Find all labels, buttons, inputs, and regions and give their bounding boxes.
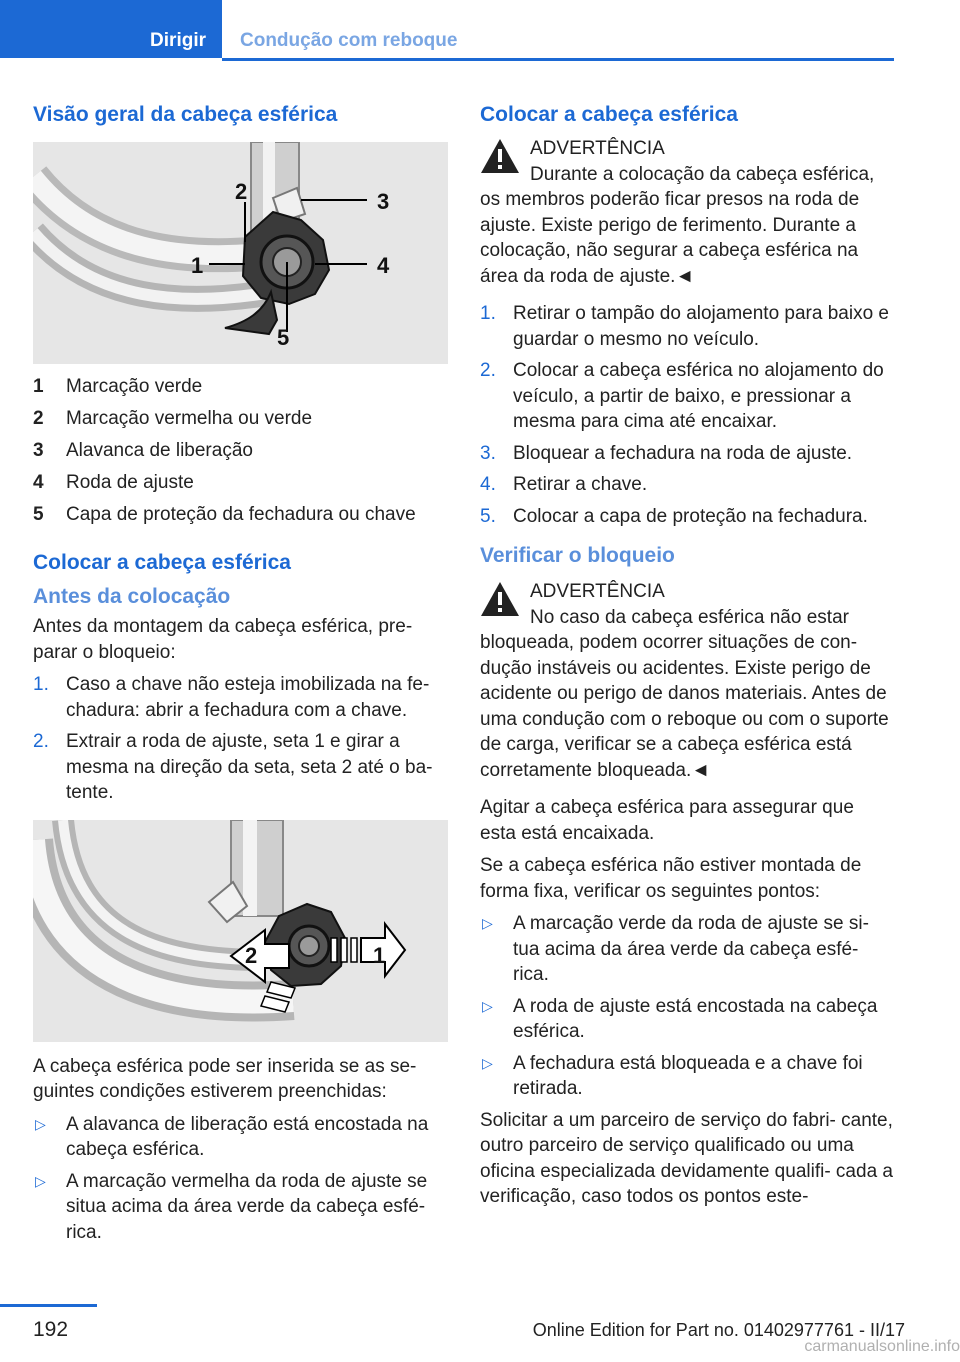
figure1-callout-3: 3 [377,189,390,214]
before-fitting-heading: Antes da colocação [33,585,231,608]
legend-number: 4 [33,472,44,493]
legend-text: Roda de ajuste [66,472,194,493]
ball-head-overview-figure [33,142,448,364]
list-item [480,1051,895,1102]
warning-first-line: Durante a colocação da cabeça esférica, [530,163,875,185]
legend-item [33,374,448,406]
list-item [480,911,895,988]
legend-item [33,502,448,534]
fitting-steps-list [480,301,895,529]
handwheel-arrows-figure [33,820,448,1042]
figure2-callout-2: 2 [245,942,258,968]
step-text: Colocar a capa de proteção na fechadura. [513,505,868,527]
warning-text: bloqueada, podem ocorrer situações de con‐ dução instáveis ou acidentes. Existe perigo de acidente ou perigo de danos materiais. Antes de uma condução com o reboque ou com o suporte de carga, verificar se a cabeça esférica está corretamente bloqueada.◄ [480,632,889,781]
conditions-intro-text: A cabeça esférica pode ser inserida se as se‐ guintes condições estiverem preenchidas: [33,1055,417,1102]
overview-heading: Visão geral da cabeça esférica [33,103,338,126]
step-text: Caso a chave não esteja imobilizada na fe‐ chadura: abrir a fechadura com a chave. [66,674,430,721]
warning-label: ADVERTÊNCIA [530,581,665,602]
section-tab[interactable]: Dirigir [0,0,222,58]
list-item [33,672,448,723]
list-item [480,994,895,1045]
handwheel-illustration [33,820,448,1042]
figure2-callout-1: 1 [373,942,386,968]
legend-item [33,438,448,470]
step-number: 2. [33,731,49,752]
fit-heading-left: Colocar a cabeça esférica [33,551,291,574]
bullet-triangle-icon: ▷ [482,1054,493,1071]
check-lock-heading: Verificar o bloqueio [480,544,675,567]
footer-rule [0,1304,97,1307]
bullet-triangle-icon: ▷ [35,1115,46,1132]
step-number: 1. [480,303,496,324]
check-point-text: A marcação verde da roda de ajuste se si‐ tua acima da área verde da cabeça esfé‐ rica. [513,913,869,985]
list-item [480,504,895,530]
before-intro-text: Antes da montagem da cabeça esférica, pre‐ parar o bloqueio: [33,616,413,663]
figure1-callout-5: 5 [277,325,290,350]
header-rule [222,58,894,61]
left-column [33,100,448,1251]
subsection-breadcrumb[interactable]: Condução com reboque [222,0,894,58]
step-number: 3. [480,442,496,464]
figure1-callout-4: 4 [377,253,390,278]
step-text: Retirar a chave. [513,474,648,495]
legend-text: Capa de proteção da fechadura ou chave [66,504,416,525]
page-number: 192 [33,1318,69,1341]
step-number: 1. [33,674,49,695]
before-steps-list [33,672,448,806]
warning-block-check [480,579,895,783]
not-fixed-text: Se a cabeça esférica não estiver montada de forma fixa, verificar os seguintes pontos: [480,855,862,902]
check-point-text: A fechadura está bloqueada e a chave foi retirada. [513,1052,863,1099]
legend-number: 3 [33,440,44,461]
warning-triangle-icon [480,138,520,174]
legend-text: Marcação verde [66,376,203,397]
step-number: 2. [480,360,496,381]
condition-text: A alavanca de liberação está encostada na cabeça esférica. [66,1113,429,1160]
legend-text: Marcação vermelha ou verde [66,408,313,429]
check-point-text: A roda de ajuste está encostada na cabeça esférica. [513,995,878,1042]
warning-first-line: No caso da cabeça esférica não estar [530,606,849,628]
fit-heading-right: Colocar a cabeça esférica [480,103,738,126]
edition-note: Online Edition for Part no. 01402977761 - II/17 [532,1320,905,1340]
bullet-triangle-icon: ▷ [482,997,493,1014]
legend-text: Alavanca de liberação [66,440,253,461]
list-item [480,472,895,498]
right-column [480,100,895,1217]
legend-number: 5 [33,504,44,525]
shake-text: Agitar a cabeça esférica para assegurar que esta está encaixada. [480,797,854,844]
warning-triangle-icon [480,581,520,617]
warning-label: ADVERTÊNCIA [530,138,665,159]
bullet-triangle-icon: ▷ [482,915,493,931]
list-item [33,1169,448,1246]
step-number: 5. [480,505,496,527]
conditions-list [33,1112,448,1246]
figure-legend [33,374,448,534]
legend-item [33,470,448,502]
list-item [33,1112,448,1163]
legend-number: 1 [33,376,44,397]
page-header [0,0,960,64]
service-text: Solicitar a um parceiro de serviço do fabri‐ cante, outro parceiro de serviço qualificado ou uma oficina especializada devidamente qualifi‐ cada a verificação, caso todos os pontos este‐ [480,1109,893,1207]
list-item [480,441,895,467]
bullet-triangle-icon: ▷ [35,1172,46,1189]
figure1-callout-1: 1 [191,253,204,278]
figure1-callout-2: 2 [235,179,248,204]
step-number: 4. [480,474,496,495]
warning-text: os membros poderão ficar presos na roda de ajuste. Existe perigo de ferimento. Durante a colocação, não segurar a cabeça esférica na área da roda de ajuste.◄ [480,189,860,287]
step-text: Retirar o tampão do alojamento para baixo e guardar o mesmo no veículo. [513,303,890,350]
step-text: Colocar a cabeça esférica no alojamento do veículo, a partir de baixo, e pressionar a mesma para cima até encaixar. [513,360,884,432]
watermark: carmanualsonline.info [804,1338,960,1355]
check-points-list [480,911,895,1102]
list-item [480,358,895,435]
condition-text: A marcação vermelha da roda de ajuste se situa acima da área verde da cabeça esfé‐ rica. [66,1170,428,1243]
warning-block-fitting [480,136,895,289]
step-text: Bloquear a fechadura na roda de ajuste. [513,442,853,464]
legend-item [33,406,448,438]
list-item [33,729,448,806]
step-text: Extrair a roda de ajuste, seta 1 e girar a mesma na direção da seta, seta 2 até o ba‐ tente. [66,731,433,803]
legend-number: 2 [33,408,44,429]
list-item [480,301,895,352]
